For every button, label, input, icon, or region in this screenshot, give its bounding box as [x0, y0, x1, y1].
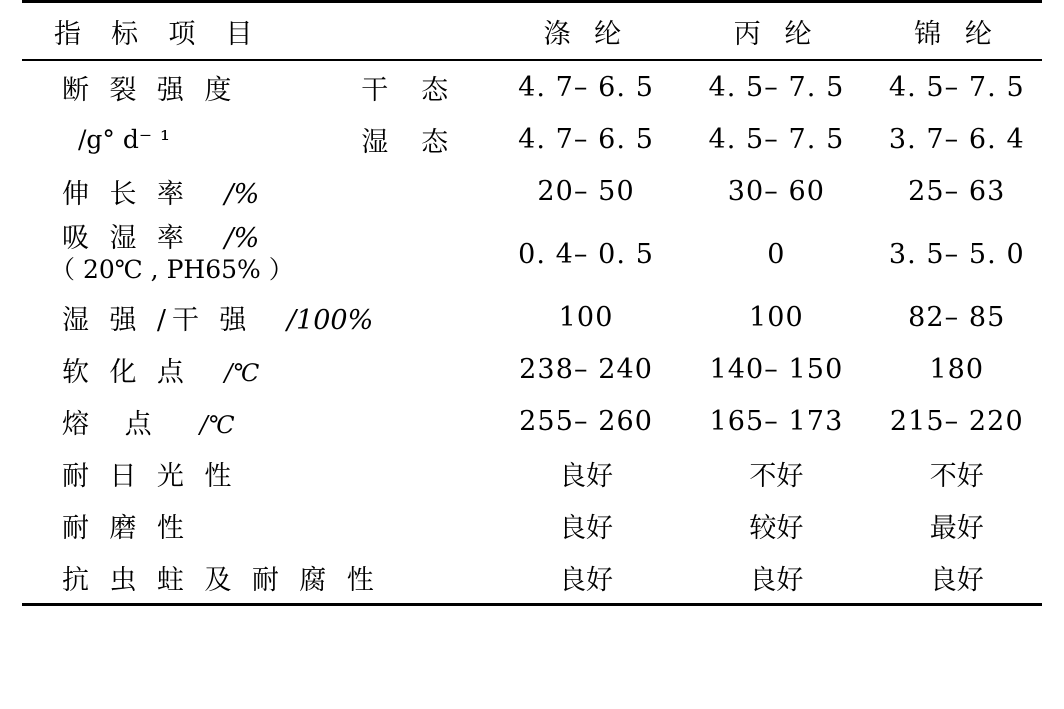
table-row	[22, 291, 1042, 343]
cell-value: 180	[929, 353, 985, 385]
row-sublabel-empty	[341, 395, 491, 447]
row-label-light-resistance	[22, 447, 341, 499]
column-header-indicator: 指 标 项 目	[54, 18, 264, 50]
row-label-condition: （ 20℃ , PH65% ）	[50, 255, 294, 285]
cell-value: 4. 7– 6. 5	[518, 123, 655, 155]
cell-value: 3. 5– 5. 0	[888, 238, 1025, 270]
cell-value: 100	[749, 301, 804, 333]
cell-value: 良好	[749, 564, 804, 596]
row-label-text: 耐 日 光 性	[62, 460, 238, 492]
row-label-wet-dry-strength	[22, 291, 374, 343]
cell-value: 较好	[749, 512, 804, 544]
row-sublabel-empty	[341, 343, 491, 395]
row-sublabel-wet: 湿 态	[361, 126, 461, 158]
row-label-text: 耐 磨 性	[62, 512, 190, 544]
row-label-abrasion-resistance	[22, 499, 341, 551]
table-row	[22, 343, 1042, 395]
cell-value: 100	[558, 301, 614, 333]
table-header-row	[22, 3, 1042, 60]
table-row	[22, 447, 1042, 499]
cell-value: 不好	[929, 460, 984, 492]
row-sublabel-empty	[341, 217, 491, 291]
row-unit-text: /g° d⁻ ¹	[78, 124, 171, 154]
row-unit-text: /100%	[286, 304, 374, 336]
row-label-text: 湿 强 /干 强	[62, 304, 253, 336]
cell-value: 不好	[749, 460, 804, 492]
cell-value: 4. 5– 7. 5	[708, 123, 845, 155]
fiber-properties-table	[22, 0, 1042, 606]
table-row	[22, 61, 1042, 113]
row-sublabel-empty	[341, 499, 491, 551]
row-sublabel-empty	[341, 165, 491, 217]
table-bottom-rule	[22, 605, 1042, 607]
row-unit-text: /℃	[199, 410, 235, 439]
table-row	[22, 217, 1042, 291]
cell-value: 4. 7– 6. 5	[518, 71, 655, 103]
row-label-breaking-strength	[22, 61, 341, 113]
row-unit-text: /%	[224, 178, 260, 210]
column-header-polypropylene: 丙 纶	[733, 18, 820, 50]
cell-value: 215– 220	[889, 405, 1024, 437]
row-label-text: 抗 虫 蛀 及 耐 腐 性	[62, 564, 380, 596]
cell-value: 255– 260	[519, 405, 653, 437]
row-label-insect-corrosion-resistance	[22, 551, 380, 605]
table-row	[22, 551, 1042, 605]
cell-value: 30– 60	[727, 175, 826, 207]
cell-value: 良好	[559, 460, 614, 492]
row-unit-text: /℃	[224, 358, 260, 387]
cell-value: 0	[767, 238, 786, 270]
cell-value: 良好	[929, 564, 984, 596]
row-label-breaking-strength-unit	[22, 113, 341, 165]
cell-value: 140– 150	[709, 353, 844, 385]
cell-value: 82– 85	[908, 301, 1006, 333]
cell-value: 3. 7– 6. 4	[888, 123, 1025, 155]
cell-value: 25– 63	[908, 175, 1006, 207]
table-row	[22, 113, 1042, 165]
cell-value: 良好	[559, 512, 614, 544]
row-label-text: 熔 点	[62, 408, 166, 440]
row-label-softening-point	[22, 343, 341, 395]
cell-value: 4. 5– 7. 5	[888, 71, 1025, 103]
cell-value: 0. 4– 0. 5	[518, 238, 655, 270]
table-row	[22, 395, 1042, 447]
row-label-elongation	[22, 165, 341, 217]
cell-value: 238– 240	[519, 353, 653, 385]
row-label-text: 软 化 点	[62, 356, 190, 388]
cell-value: 4. 5– 7. 5	[708, 71, 845, 103]
row-sublabel-dry: 干 态	[361, 74, 461, 106]
column-header-polyester: 涤 纶	[543, 18, 629, 50]
row-label-melting-point	[22, 395, 341, 447]
cell-value: 20– 50	[537, 175, 635, 207]
row-label-text: 断 裂 强 度	[62, 74, 238, 106]
cell-value: 165– 173	[709, 405, 844, 437]
cell-value: 最好	[929, 512, 984, 544]
column-header-nylon: 锦 纶	[914, 18, 1000, 50]
row-unit-text: /%	[224, 223, 260, 255]
row-label-text: 吸 湿 率	[62, 223, 190, 255]
table-row	[22, 165, 1042, 217]
row-label-text: 伸 长 率	[62, 178, 190, 210]
row-sublabel-empty	[341, 447, 491, 499]
row-label-moisture-absorption	[22, 217, 341, 291]
cell-value: 良好	[559, 564, 614, 596]
table-row	[22, 499, 1042, 551]
